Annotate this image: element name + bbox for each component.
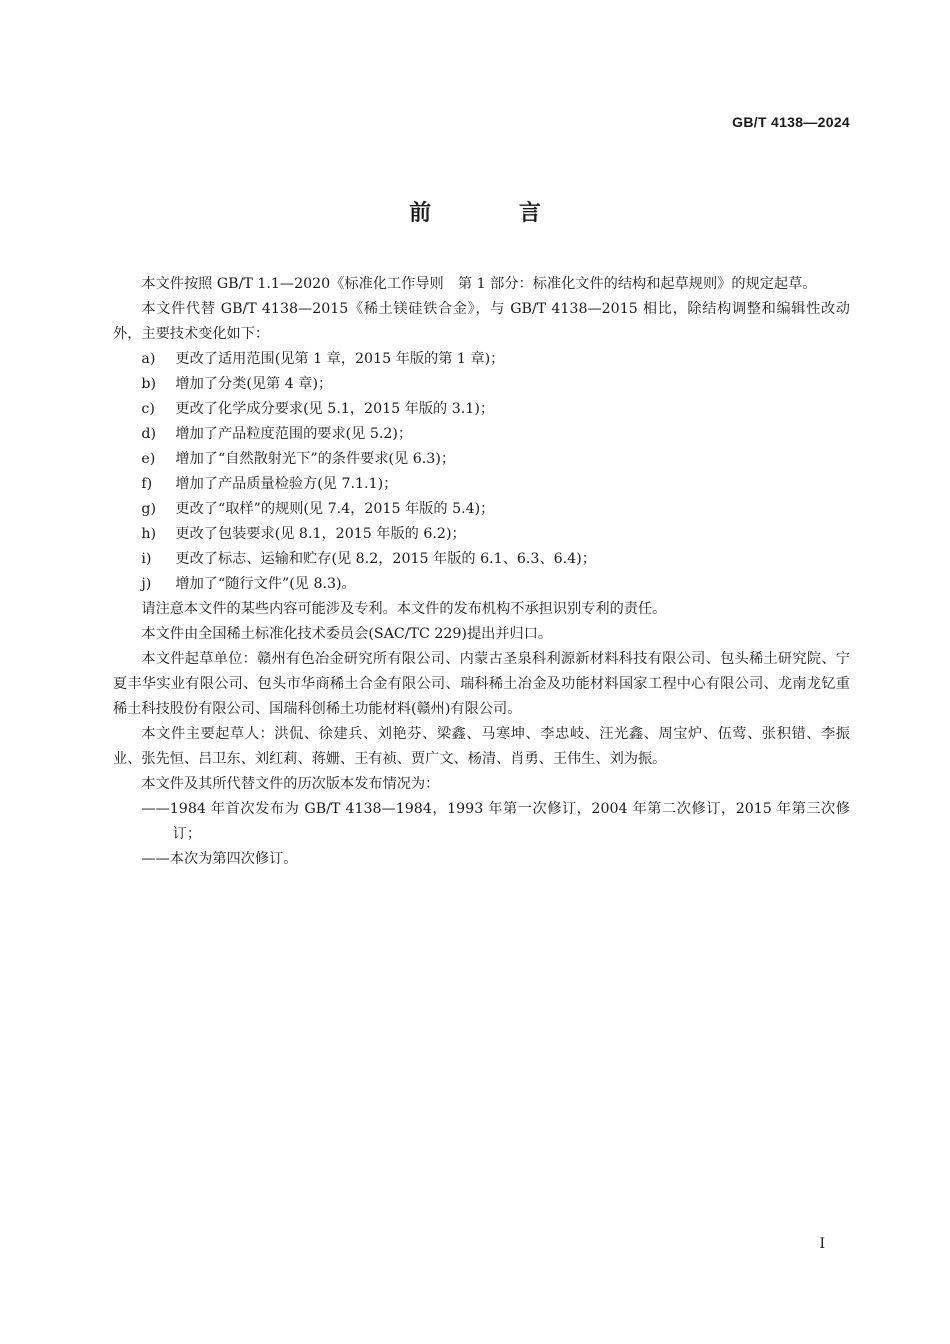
standard-code: GB/T 4138—2024 [732,114,850,130]
changes-list [113,347,850,597]
paragraph-drafters: 本文件主要起草人：洪侃、徐建兵、刘艳芬、梁鑫、马寒坤、李忠岐、汪光鑫、周宝炉、伍莺、张积错、李振业、张先恒、吕卫东、刘红莉、蒋姗、王有祯、贾广文、杨清、肖勇、王伟生、刘为振。 [113,726,850,767]
list-item [113,422,850,447]
list-item-text: 更改了“取样”的规则(见 7.4，2015 年版的 5.4)； [175,501,495,517]
page-title: 前 言 [409,201,581,226]
list-item-text: 增加了产品质量检验方(见 7.1.1)； [175,476,398,492]
paragraph-patent-notice: 请注意本文件的某些内容可能涉及专利。本文件的发布机构不承担识别专利的责任。 [141,601,667,617]
list-item-label: g) [141,501,157,517]
list-item-label: b) [141,376,157,392]
list-item [113,572,850,597]
list-item-label: h) [141,526,157,542]
paragraph-proposer: 本文件由全国稀土标准化技术委员会(SAC/TC 229)提出并归口。 [141,626,553,642]
list-item-label: e) [141,451,156,467]
list-item [113,372,850,397]
list-item [113,522,850,547]
list-item-label: j) [141,576,152,592]
list-item-text: 更改了适用范围(见第 1 章，2015 年版的第 1 章)； [175,351,505,367]
list-item [113,497,850,522]
list-item-label: i) [141,551,152,567]
list-item-text: 增加了“随行文件”(见 8.3)。 [175,576,356,592]
list-item-text: 增加了“自然散射光下”的条件要求(见 6.3)； [175,451,456,467]
list-item-text: 增加了分类(见第 4 章)； [175,376,333,392]
list-item-text: 增加了产品粒度范围的要求(见 5.2)； [175,426,413,442]
list-item-label: d) [141,426,157,442]
list-item-label: a) [141,351,156,367]
list-item [113,547,850,572]
list-item [113,447,850,472]
list-item-label: f) [141,476,153,492]
foreword-body [113,272,850,872]
list-item [113,397,850,422]
page-number: I [819,1236,825,1252]
history-item: ——本次为第四次修订。 [141,851,298,867]
history-list [113,797,850,872]
paragraph-replacement: 本文件代替 GB/T 4138—2015《稀土镁硅铁合金》，与 GB/T 4138—2015 相比，除结构调整和编辑性改动外，主要技术变化如下： [113,301,850,342]
list-item-text: 更改了化学成分要求(见 5.1，2015 年版的 3.1)； [175,401,495,417]
list-item-text: 更改了标志、运输和贮存(见 8.2，2015 年版的 6.1、6.3、6.4)； [175,551,596,567]
history-item: ——1984 年首次发布为 GB/T 4138—1984，1993 年第一次修订，2004 年第二次修订，2015 年第三次修订； [141,801,850,842]
list-item [113,347,850,372]
paragraph-history-intro: 本文件及其所代替文件的历次版本发布情况为： [141,776,440,792]
list-item-text: 更改了包装要求(见 8.1，2015 年版的 6.2)； [175,526,466,542]
paragraph-drafting-rules: 本文件按照 GB/T 1.1—2020《标准化工作导则 第 1 部分：标准化文件的结构和起草规则》的规定起草。 [141,276,817,292]
paragraph-drafting-units: 本文件起草单位：赣州有色冶金研究所有限公司、内蒙古圣泉科利源新材料科技有限公司、包头稀土研究院、宁夏丰华实业有限公司、包头市华商稀土合金有限公司、瑞科稀土冶金及功能材料国家工程中心有限公司、龙南龙钇重稀土科技股份有限公司、国瑞科创稀土功能材料(赣州)有限公司。 [113,651,850,717]
list-item [113,472,850,497]
list-item-label: c) [141,401,155,417]
